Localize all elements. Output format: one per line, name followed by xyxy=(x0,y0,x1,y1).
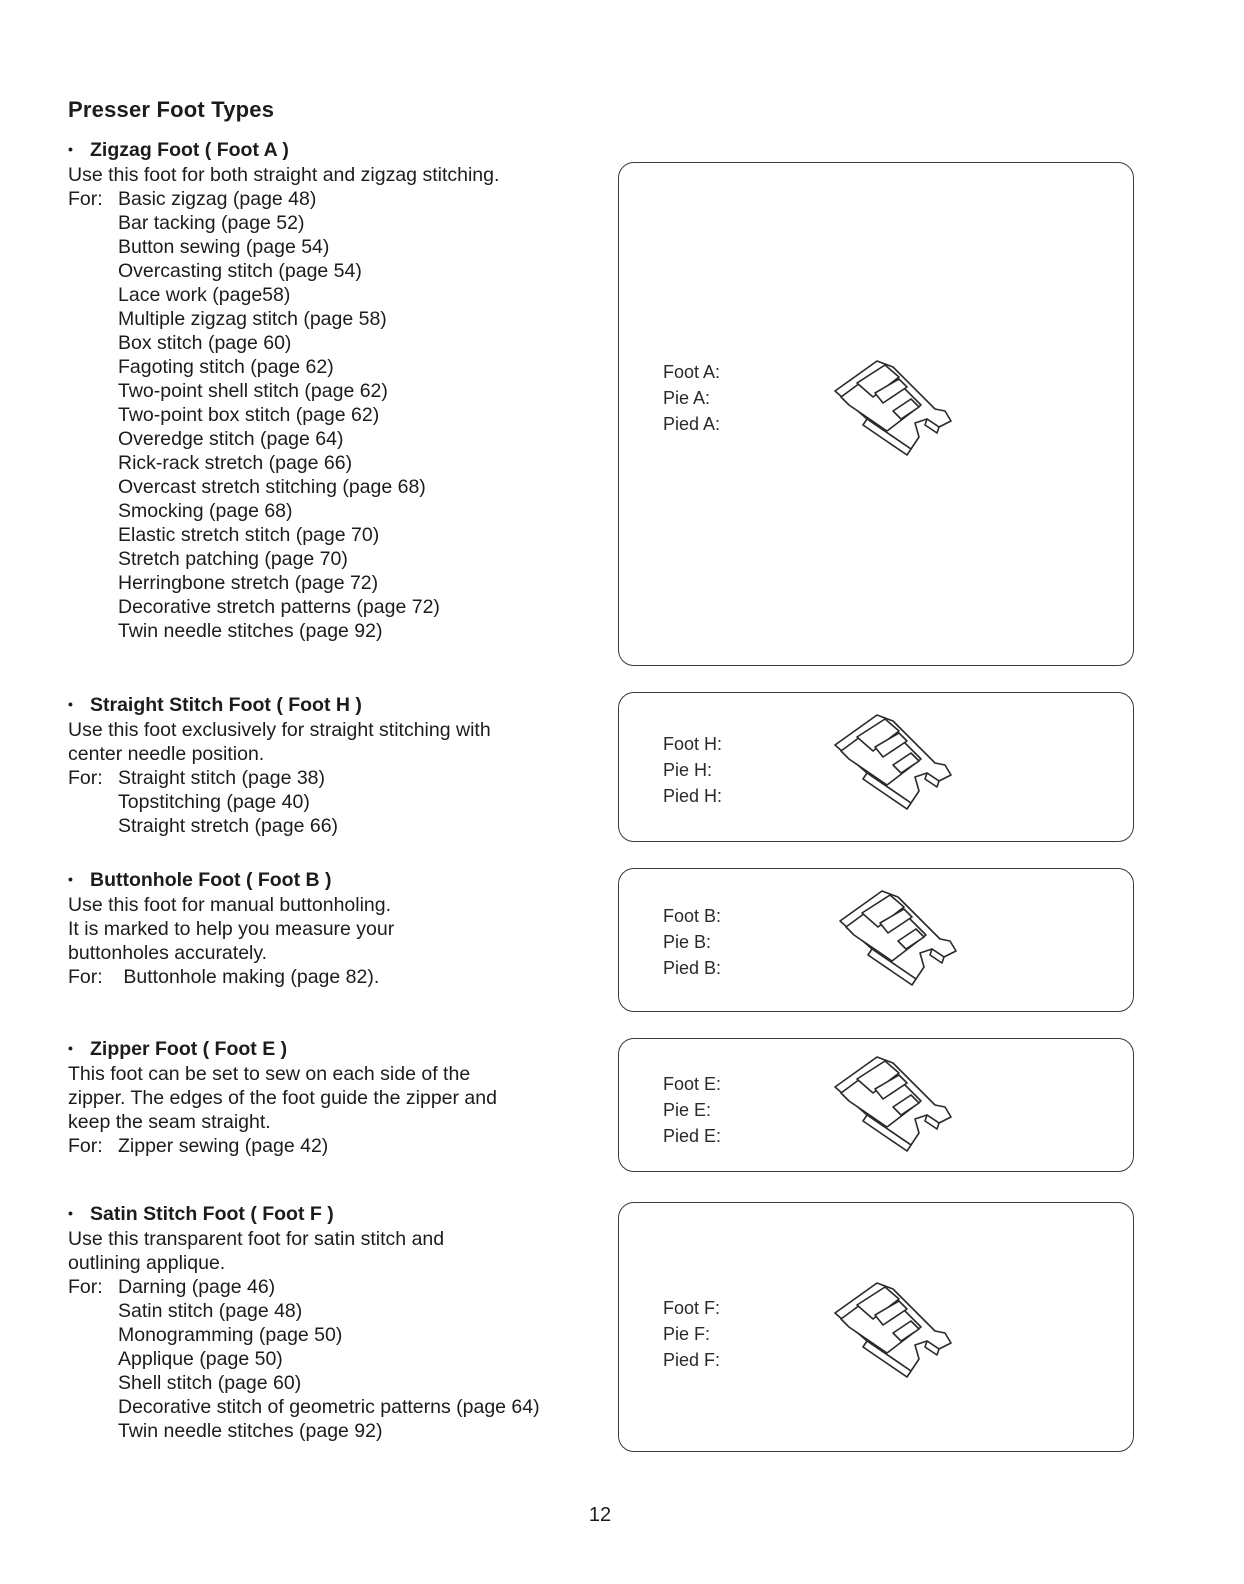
list-item: Overcasting stitch (page 54) xyxy=(118,260,362,282)
zipper-foot-icon xyxy=(827,1049,957,1159)
satin-foot-section xyxy=(68,1201,540,1443)
foot-label: Pie F: xyxy=(663,1324,711,1344)
list-item: Two-point box stitch (page 62) xyxy=(118,404,380,426)
description-line: This foot can be set to sew on each side of the xyxy=(68,1063,471,1085)
list-item: Zipper sewing (page 42) xyxy=(118,1135,329,1157)
description-line: outlining applique. xyxy=(68,1252,226,1274)
foot-label: Pie B: xyxy=(663,932,712,952)
for-label: For: xyxy=(68,1276,103,1298)
list-item: Satin stitch (page 48) xyxy=(118,1300,303,1322)
foot-label: Pied E: xyxy=(663,1126,722,1146)
list-item: Twin needle stitches (page 92) xyxy=(118,1420,383,1442)
foot-label: Foot A: xyxy=(663,362,721,382)
list-item: Topstitching (page 40) xyxy=(118,791,310,813)
foot-b-box xyxy=(618,868,1134,1012)
section-heading: • Buttonhole Foot ( Foot B ) xyxy=(68,869,332,891)
foot-label: Foot E: xyxy=(663,1074,722,1094)
description-line: Use this foot for both straight and zigzag stitching. xyxy=(68,164,500,186)
zigzag-foot-section xyxy=(68,137,499,643)
list-item: Straight stretch (page 66) xyxy=(118,815,339,837)
section-heading: • Satin Stitch Foot ( Foot F ) xyxy=(68,1203,334,1225)
list-item: Overedge stitch (page 64) xyxy=(118,428,344,450)
foot-label: Pied H: xyxy=(663,786,723,806)
description-line: Use this transparent foot for satin stitch and xyxy=(68,1228,445,1250)
list-item: Bar tacking (page 52) xyxy=(118,212,305,234)
usage-list xyxy=(68,766,491,838)
zipper-foot-section xyxy=(68,1036,497,1158)
list-item: Lace work (page58) xyxy=(118,284,291,306)
list-item: Buttonhole making (page 82). xyxy=(118,966,380,988)
list-item: Applique (page 50) xyxy=(118,1348,283,1370)
foot-label: Foot F: xyxy=(663,1298,721,1318)
list-item: Two-point shell stitch (page 62) xyxy=(118,380,388,402)
straight-foot-section xyxy=(68,692,491,838)
page-title: Presser Foot Types xyxy=(68,97,275,122)
straight-stitch-foot-icon xyxy=(827,707,957,817)
list-item: Basic zigzag (page 48) xyxy=(118,188,317,210)
description-line: center needle position. xyxy=(68,743,265,765)
list-item: Decorative stitch of geometric patterns (page 64) xyxy=(118,1396,540,1418)
bullet-icon: • xyxy=(68,1040,73,1056)
zigzag-foot-icon xyxy=(827,353,957,463)
for-label: For: xyxy=(68,188,103,210)
section-heading: • Zigzag Foot ( Foot A ) xyxy=(68,139,289,161)
list-item: Shell stitch (page 60) xyxy=(118,1372,302,1394)
buttonhole-foot-icon xyxy=(827,883,967,993)
list-item: Rick-rack stretch (page 66) xyxy=(118,452,353,474)
description-line: buttonholes accurately. xyxy=(68,942,268,964)
list-item: Smocking (page 68) xyxy=(118,500,293,522)
foot-label: Pied B: xyxy=(663,958,722,978)
foot-label: Pie A: xyxy=(663,388,711,408)
list-item: Overcast stretch stitching (page 68) xyxy=(118,476,426,498)
description-line: Use this foot exclusively for straight stitching with xyxy=(68,719,491,741)
section-heading: • Straight Stitch Foot ( Foot H ) xyxy=(68,694,362,716)
list-item: Monogramming (page 50) xyxy=(118,1324,343,1346)
bullet-icon: • xyxy=(68,696,73,712)
foot-label: Pied F: xyxy=(663,1350,721,1370)
list-item: Straight stitch (page 38) xyxy=(118,767,326,789)
usage-list xyxy=(68,187,499,643)
foot-label: Foot H: xyxy=(663,734,723,754)
for-label: For: xyxy=(68,1135,103,1157)
for-label: For: xyxy=(68,966,103,988)
buttonhole-foot-section xyxy=(68,867,394,989)
list-item: Multiple zigzag stitch (page 58) xyxy=(118,308,387,330)
list-item: Elastic stretch stitch (page 70) xyxy=(118,524,380,546)
page-number: 12 xyxy=(588,1504,612,1526)
list-item: Button sewing (page 54) xyxy=(118,236,330,258)
list-item: Stretch patching (page 70) xyxy=(118,548,348,570)
foot-label: Pie H: xyxy=(663,760,713,780)
list-item: Fagoting stitch (page 62) xyxy=(118,356,334,378)
list-item: Twin needle stitches (page 92) xyxy=(118,620,383,642)
usage-list xyxy=(68,1275,540,1443)
section-heading: • Zipper Foot ( Foot E ) xyxy=(68,1038,288,1060)
bullet-icon: • xyxy=(68,871,73,887)
description-line: keep the seam straight. xyxy=(68,1111,271,1133)
usage-list xyxy=(68,1134,497,1158)
satin-stitch-foot-icon xyxy=(827,1275,957,1385)
foot-label: Pie E: xyxy=(663,1100,712,1120)
list-item: Box stitch (page 60) xyxy=(118,332,292,354)
bullet-icon: • xyxy=(68,1205,73,1221)
foot-h-box xyxy=(618,692,1134,842)
description-line: Use this foot for manual buttonholing. xyxy=(68,894,392,916)
foot-label: Pied A: xyxy=(663,414,721,434)
for-label: For: xyxy=(68,767,103,789)
foot-label: Foot B: xyxy=(663,906,722,926)
foot-a-box xyxy=(618,162,1134,666)
list-item: Decorative stretch patterns (page 72) xyxy=(118,596,440,618)
bullet-icon: • xyxy=(68,141,73,157)
description-line: It is marked to help you measure your xyxy=(68,918,395,940)
list-item: Herringbone stretch (page 72) xyxy=(118,572,379,594)
foot-f-box xyxy=(618,1202,1134,1452)
usage-list xyxy=(68,965,394,989)
foot-e-box xyxy=(618,1038,1134,1172)
description-line: zipper. The edges of the foot guide the zipper and xyxy=(68,1087,497,1109)
list-item: Darning (page 46) xyxy=(118,1276,276,1298)
